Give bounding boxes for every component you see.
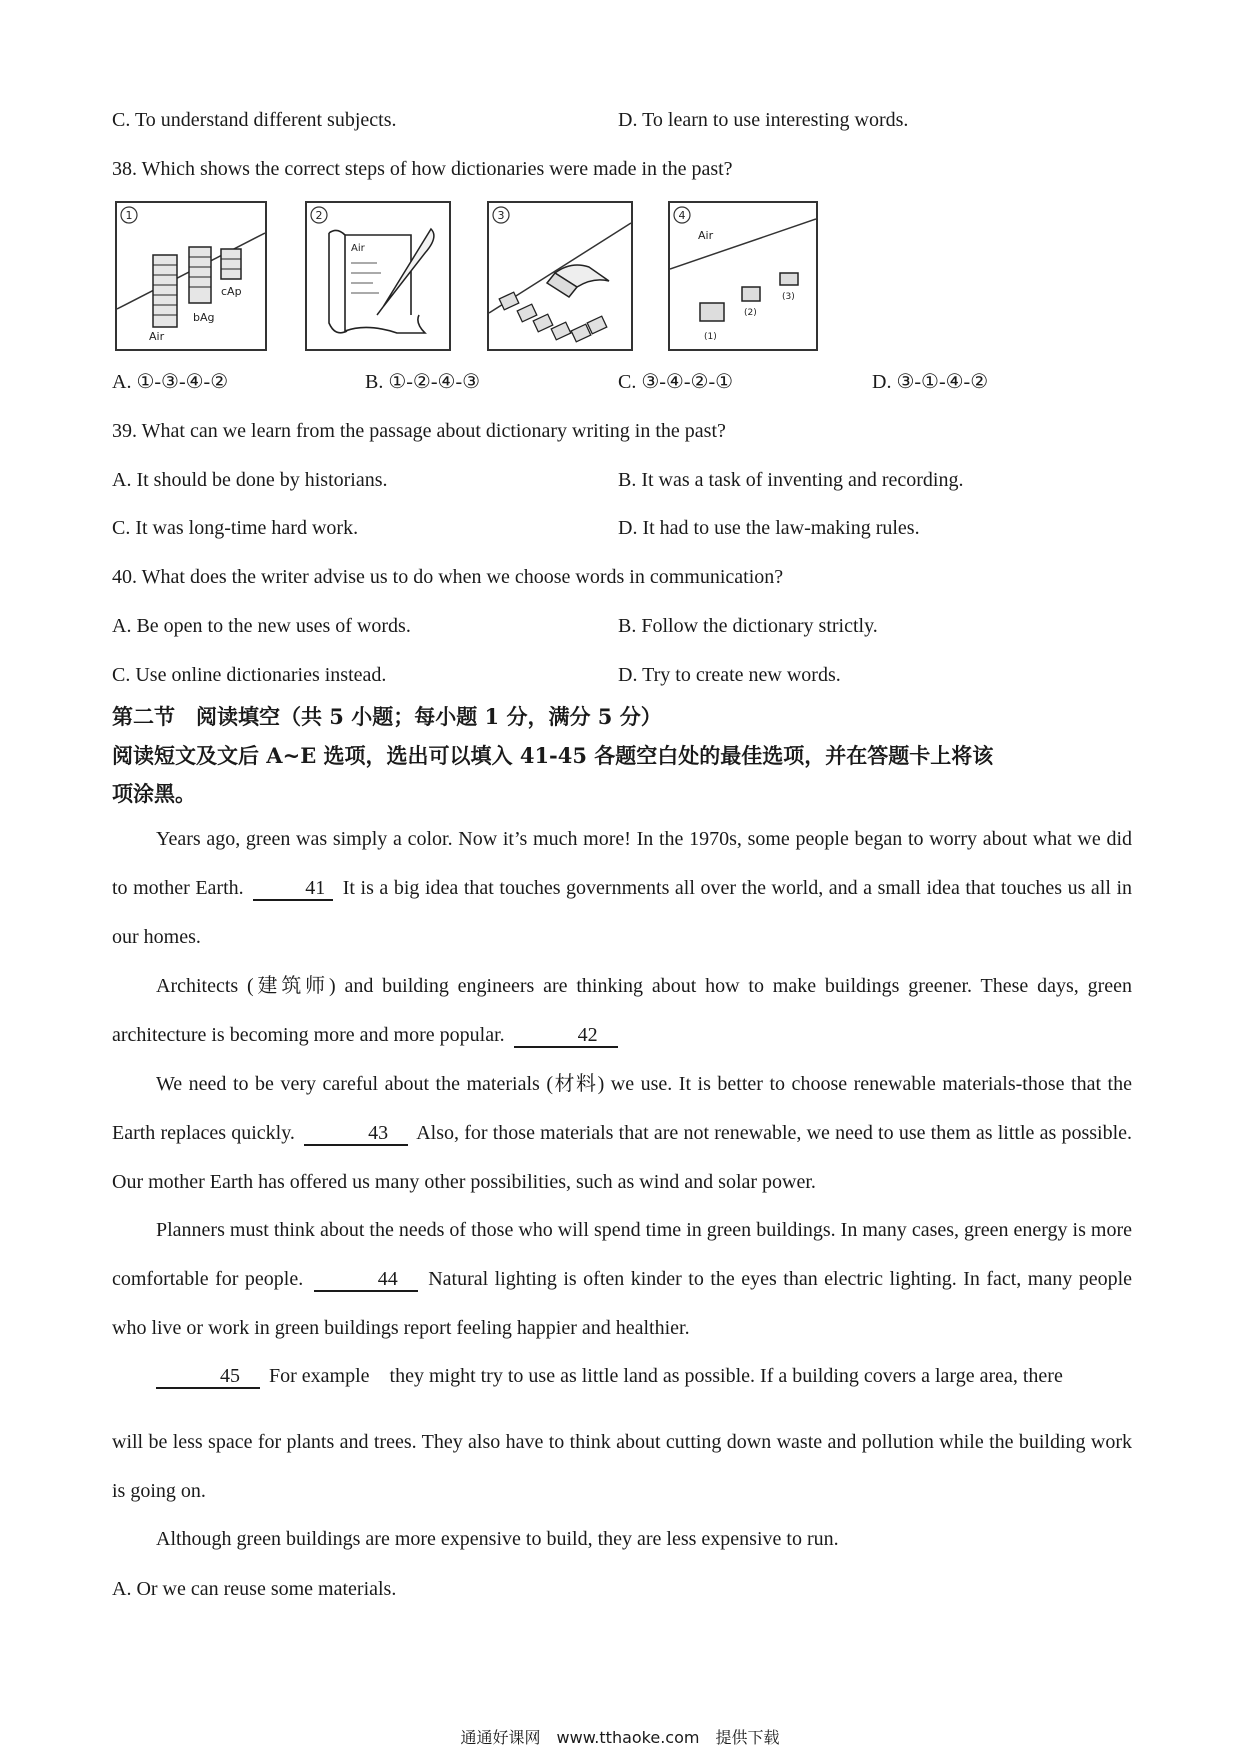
q39-question: 39. What can we learn from the passage about dictionary writing in the past?: [112, 420, 726, 442]
svg-text:4: 4: [678, 209, 686, 222]
q38-option-c: C. ③-④-②-①: [618, 371, 734, 393]
q39-option-b: B. It was a task of inventing and recording.: [618, 469, 964, 491]
passage-paragraph-6: Although green buildings are more expensive to build, they are less expensive to run.: [156, 1528, 839, 1550]
passage-paragraph-5-cont: will be less space for plants and trees. They also have to think about cutting down waste and pollution while the building work is going on.: [112, 1431, 1132, 1502]
blank-43[interactable]: 43: [304, 1122, 408, 1146]
section-heading: 第二节 阅读填空（共 5 小题；每小题 1 分，满分 5 分）: [112, 704, 662, 729]
stacked-word-cards-illustration: [117, 203, 265, 349]
option-a: A. Or we can reuse some materials.: [112, 1578, 397, 1600]
svg-text:2: 2: [315, 209, 323, 222]
section-instruction-line2: 项涂黑。: [112, 781, 196, 806]
q38-picture-2: [305, 201, 451, 351]
pic1-word-cap: cAp: [221, 285, 242, 298]
passage-paragraph-5: 45 For example they might try to use as little land as possible. If a building covers a large area, there: [112, 1352, 1132, 1401]
blank-44[interactable]: 44: [314, 1268, 418, 1292]
scroll-and-quill-illustration: [307, 203, 449, 349]
pic1-word-bag: bAg: [193, 311, 215, 324]
q37-option-d: D. To learn to use interesting words.: [618, 109, 909, 131]
q38-picture-1: [115, 201, 267, 351]
section-instruction-line1: 阅读短文及文后 A~E 选项，选出可以填入 41-45 各题空白处的最佳选项，并在答题卡上将该: [112, 743, 994, 768]
blank-45[interactable]: 45: [156, 1365, 260, 1389]
q40-option-b: B. Follow the dictionary strictly.: [618, 615, 878, 637]
svg-text:(2): (2): [744, 308, 757, 318]
svg-text:1: 1: [125, 209, 133, 222]
q39-option-c: C. It was long-time hard work.: [112, 517, 359, 539]
footer-source: 通通好课网 www.tthaoke.com 提供下载: [460, 1728, 780, 1747]
blank-41[interactable]: 41: [253, 877, 333, 901]
q40-option-c: C. Use online dictionaries instead.: [112, 664, 387, 686]
q40-option-a: A. Be open to the new uses of words.: [112, 615, 411, 637]
pic2-word-air: Air: [351, 243, 365, 254]
q39-option-a: A. It should be done by historians.: [112, 469, 388, 491]
pic4-word-air: Air: [698, 229, 714, 242]
passage-paragraph-2: Architects (建筑师) and building engineers are thinking about how to make buildings greener. These days, green architecture is becoming more and more popular. 42: [112, 975, 1132, 1046]
passage-paragraph-3: We need to be very careful about the materials (材料) we use. It is better to choose renewable materials-those that the Earth replaces quickly. 43 Also, for those materials that are not renewable, we need to use them as little as possible. Our mother Earth has offered us many other possibilities, such as wind and solar power.: [112, 1073, 1133, 1193]
q38-option-d: D. ③-①-④-②: [872, 371, 989, 393]
q40-question: 40. What does the writer advise us to do when we choose words in communication?: [112, 566, 784, 588]
q40-option-d: D. Try to create new words.: [618, 664, 841, 686]
sorted-word-boxes-illustration: [670, 203, 816, 349]
passage-paragraph-4: Planners must think about the needs of those who will spend time in green buildings. In many cases, green energy is more comfortable for people. 44 Natural lighting is often kinder to the eyes than electric lighting. In fact, many people who live or work in green buildings report feeling happier and healthier.: [112, 1219, 1133, 1339]
q38-question: 38. Which shows the correct steps of how dictionaries were made in the past?: [112, 158, 733, 180]
svg-text:3: 3: [497, 209, 505, 222]
q38-picture-3: [487, 201, 633, 351]
q38-picture-4: [668, 201, 818, 351]
passage-paragraph-1: Years ago, green was simply a color. Now it’s much more! In the 1970s, some people began to worry about what we did to mother Earth. 41 It is a big idea that touches governments all over the world, and a small idea that touches us all in our homes.: [112, 828, 1133, 948]
svg-text:(3): (3): [782, 292, 795, 302]
svg-text:(1): (1): [704, 332, 717, 342]
open-book-and-cards-illustration: [489, 203, 631, 349]
q37-option-c: C. To understand different subjects.: [112, 109, 397, 131]
q38-option-a: A. ①-③-④-②: [112, 371, 229, 393]
blank-42[interactable]: 42: [514, 1024, 618, 1048]
q38-option-b: B. ①-②-④-③: [365, 371, 481, 393]
pic1-word-air: Air: [149, 330, 165, 343]
q39-option-d: D. It had to use the law-making rules.: [618, 517, 920, 539]
